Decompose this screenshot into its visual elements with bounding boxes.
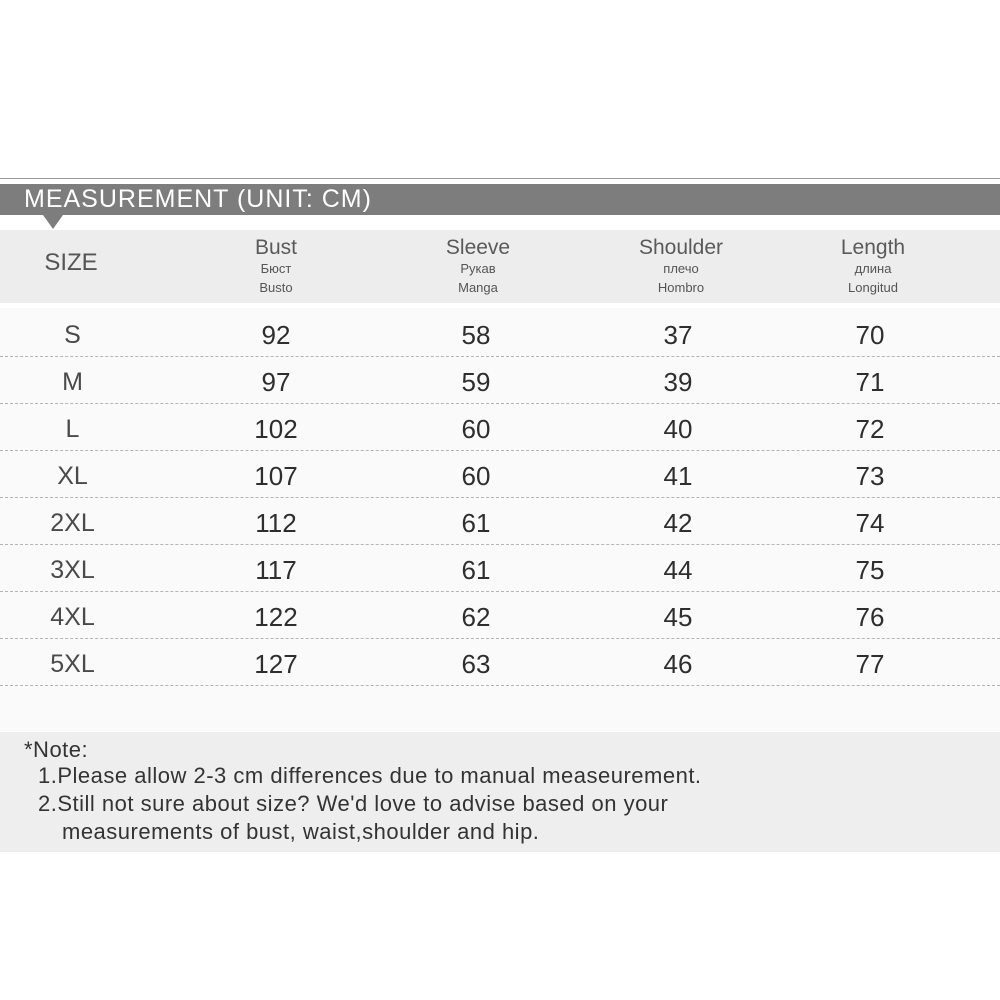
shoulder-cell: 45 (663, 602, 693, 632)
table-body (0, 308, 1000, 731)
table-row (0, 310, 1000, 357)
length-cell: 74 (855, 508, 885, 538)
header-length-es: Longitud (848, 280, 898, 295)
size-cell: 2XL (50, 509, 95, 537)
header-shoulder-es: Hombro (657, 280, 705, 295)
bust-cell: 107 (254, 461, 298, 491)
size-cell: XL (57, 462, 88, 490)
header-shoulder-label: Shoulder (638, 236, 724, 259)
size-cell: 3XL (50, 556, 95, 584)
size-cell: S (64, 321, 81, 349)
length-cell: 76 (855, 602, 885, 632)
size-cell: 5XL (50, 650, 95, 678)
table-row (0, 592, 1000, 639)
header-length-ru: длина (854, 261, 892, 276)
header-bust-es: Busto (259, 280, 293, 295)
length-cell: 73 (855, 461, 885, 491)
sleeve-cell: 60 (461, 414, 491, 444)
header-length (773, 230, 973, 303)
shoulder-cell: 44 (663, 555, 693, 585)
note-line-2: 2.Still not sure about size? We'd love to advise based on your (38, 791, 669, 816)
header-sleeve-ru: Рукав (460, 261, 496, 276)
sleeve-cell: 61 (461, 555, 491, 585)
table-row (0, 357, 1000, 404)
size-cell: L (65, 415, 80, 443)
table-row (0, 404, 1000, 451)
length-cell: 77 (855, 649, 885, 679)
length-cell: 72 (855, 414, 885, 444)
note-line-2-continued: measurements of bust, waist,shoulder and hip. (62, 819, 540, 844)
length-cell: 71 (855, 367, 885, 397)
length-cell: 75 (855, 555, 885, 585)
title-pointer (43, 215, 63, 229)
size-cell: 4XL (50, 603, 95, 631)
sleeve-cell: 61 (461, 508, 491, 538)
bust-cell: 97 (261, 367, 291, 397)
bust-cell: 117 (255, 555, 297, 585)
note-line-1: 1.Please allow 2-3 cm differences due to manual measeurement. (38, 763, 702, 788)
sleeve-cell: 60 (461, 461, 491, 491)
note-title: *Note: (24, 737, 89, 762)
length-cell: 70 (855, 320, 885, 350)
table-row (0, 639, 1000, 686)
header-bust-ru: Бюст (260, 261, 292, 276)
header-sleeve-label: Sleeve (445, 236, 511, 259)
shoulder-cell: 39 (663, 367, 693, 397)
shoulder-cell: 37 (663, 320, 693, 350)
header-shoulder-ru: плечо (663, 261, 699, 276)
shoulder-cell: 40 (663, 414, 693, 444)
bust-cell: 127 (254, 649, 298, 679)
sleeve-cell: 63 (461, 649, 491, 679)
header-bust-label: Bust (254, 236, 298, 259)
shoulder-cell: 42 (663, 508, 693, 538)
header-length-label: Length (840, 236, 906, 259)
table-row (0, 545, 1000, 592)
size-cell: M (62, 368, 83, 396)
header-size: SIZE (44, 249, 98, 276)
title-bar (0, 184, 1000, 215)
sleeve-cell: 59 (461, 367, 491, 397)
shoulder-cell: 46 (663, 649, 693, 679)
top-rule (0, 178, 1000, 179)
bust-cell: 102 (254, 414, 298, 444)
header-sleeve (378, 230, 578, 303)
header-sleeve-es: Manga (458, 280, 498, 295)
chart-title: MEASUREMENT (UNIT: CM) (24, 185, 372, 213)
header-bust (176, 230, 376, 303)
table-header (0, 230, 1000, 303)
sleeve-cell: 58 (461, 320, 491, 350)
shoulder-cell: 41 (663, 461, 693, 491)
bust-cell: 92 (261, 320, 291, 350)
sleeve-cell: 62 (461, 602, 491, 632)
bust-cell: 122 (254, 602, 298, 632)
bust-cell: 112 (255, 508, 297, 538)
table-row (0, 498, 1000, 545)
note-section (0, 732, 1000, 852)
table-row (0, 451, 1000, 498)
header-shoulder (581, 230, 781, 303)
